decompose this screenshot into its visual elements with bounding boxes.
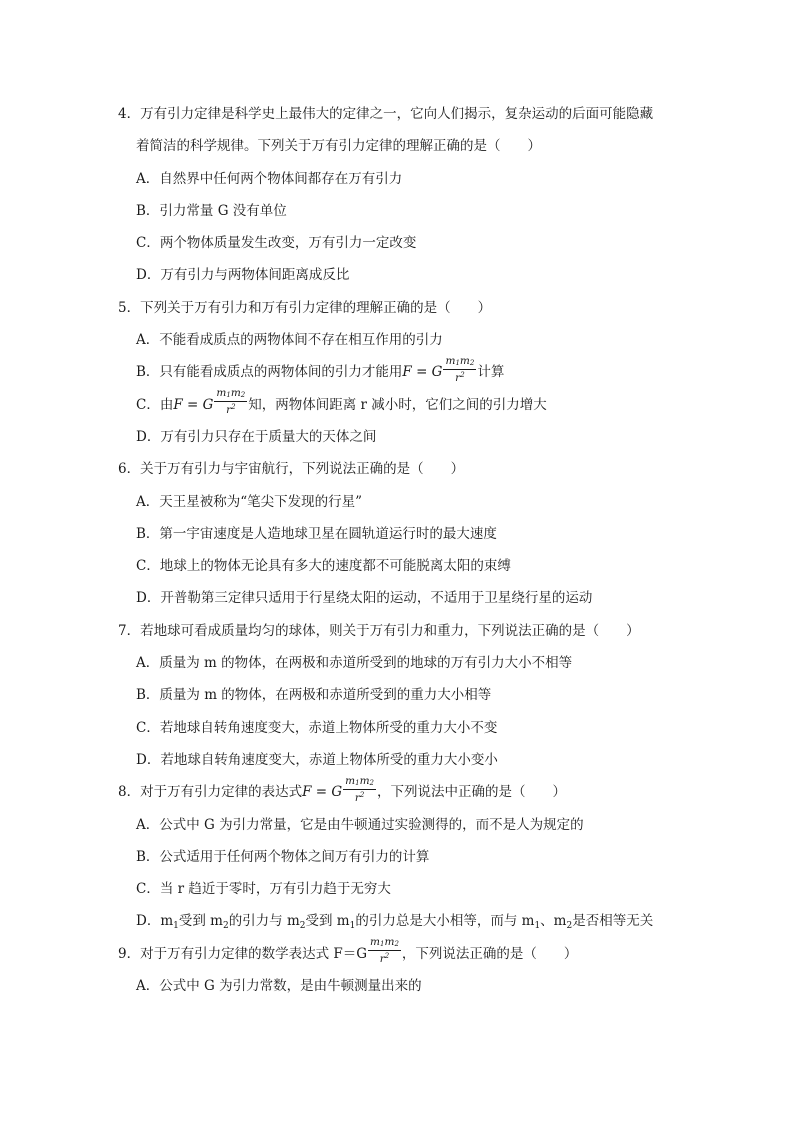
question-8-option-b[interactable]: B．公式适用于任何两个物体之间万有引力的计算 xyxy=(136,848,430,865)
question-6-option-a[interactable]: A．天王星被称为“笔尖下发现的行星” xyxy=(136,493,363,510)
question-7-option-b[interactable]: B．质量为 m 的物体，在两极和赤道所受到的重力大小相等 xyxy=(136,687,492,704)
option-text: B．只有能看成质点的两物体间的引力才能用 xyxy=(136,364,403,381)
question-6-option-d[interactable]: D．开普勒第三定律只适用于行星绕太阳的运动，不适用于卫星绕行星的运动 xyxy=(136,590,593,607)
question-9-option-a[interactable]: A．公式中 G 为引力常数，是由牛顿测量出来的 xyxy=(136,978,422,995)
question-4-option-a[interactable]: A．自然界中任何两个物体间都存在万有引力 xyxy=(136,170,403,187)
formula-lhs: F = G xyxy=(173,396,214,413)
question-5-option-c[interactable] xyxy=(118,389,718,421)
question-7-option-c[interactable]: C．若地球自转角速度变大，赤道上物体所受的重力大小不变 xyxy=(136,719,498,736)
question-4-stem-line-1: 4．万有引力定律是科学史上最伟大的定律之一，它向人们揭示，复杂运动的后面可能隐藏 xyxy=(118,106,654,122)
question-4-option-d[interactable]: D．万有引力与两物体间距离成反比 xyxy=(136,267,350,284)
question-8-stem xyxy=(118,776,718,808)
option-text: C．由 xyxy=(136,396,174,413)
stem-text: ，下列说法中正确的是（ ） xyxy=(377,784,567,801)
gravitation-fraction: $\frac{m_1m_2}{r^2}$ xyxy=(370,936,399,966)
question-6-stem: 6．关于万有引力与宇宙航行，下列说法正确的是（ ） xyxy=(118,461,465,478)
stem-text: ，下列说法正确的是（ ） xyxy=(401,945,578,962)
stem-text: 8．对于万有引力定律的表达式 xyxy=(118,784,303,801)
question-4-option-c[interactable]: C．两个物体质量发生改变，万有引力一定改变 xyxy=(136,235,417,252)
question-8-option-c[interactable]: C．当 r 趋近于零时，万有引力趋于无穷大 xyxy=(136,881,391,898)
question-7-option-a[interactable]: A．质量为 m 的物体，在两极和赤道所受到的地球的万有引力大小不相等 xyxy=(136,655,573,672)
question-7-stem: 7．若地球可看成质量均匀的球体，则关于万有引力和重力，下列说法正确的是（ ） xyxy=(118,622,640,639)
formula-lhs: F = G xyxy=(402,364,443,381)
question-8-option-d[interactable]: D．$m_1$受到 $m_2$的引力与 $m_2$受到 $m_1$的引力总是大小相等，而与 $m_1$、$m_2$是否相等无关 xyxy=(136,913,654,932)
gravitation-fraction: $\frac{m_1m_2}{r^2}$ xyxy=(216,387,246,417)
option-text: 知，两物体间距离 r 减小时，它们之间的引力增大 xyxy=(248,396,547,413)
question-4-option-b[interactable]: B．引力常量 G 没有单位 xyxy=(136,202,287,219)
question-5-option-d[interactable]: D．万有引力只存在于质量大的天体之间 xyxy=(136,428,377,445)
gravitation-fraction: $\frac{m_1m_2}{r^2}$ xyxy=(345,774,375,804)
question-4-stem-line-2: 着简洁的科学规律。下列关于万有引力定律的理解正确的是（ ） xyxy=(136,138,541,155)
question-7-option-d[interactable]: D．若地球自转角速度变大，赤道上物体所受的重力大小变小 xyxy=(136,751,498,768)
question-list xyxy=(118,98,718,1002)
question-5-option-a[interactable]: A．不能看成质点的两物体间不存在相互作用的引力 xyxy=(136,332,443,349)
question-9-stem xyxy=(118,938,718,970)
question-5-stem: 5．下列关于万有引力和万有引力定律的理解正确的是（ ） xyxy=(118,299,492,316)
stem-text: 9．对于万有引力定律的数学表达式 F＝G xyxy=(118,945,368,962)
question-6-option-c[interactable]: C．地球上的物体无论具有多大的速度都不可能脱离太阳的束缚 xyxy=(136,558,511,575)
question-8-option-a[interactable]: A．公式中 G 为引力常量，它是由牛顿通过实验测得的，而不是人为规定的 xyxy=(136,816,584,833)
formula-lhs: F = G xyxy=(302,784,343,801)
question-5-option-b[interactable] xyxy=(118,356,718,388)
option-text: 计算 xyxy=(477,364,505,381)
gravitation-fraction: $\frac{m_1m_2}{r^2}$ xyxy=(445,354,475,384)
question-6-option-b[interactable]: B．第一宇宙速度是人造地球卫星在圆轨道运行时的最大速度 xyxy=(136,525,497,542)
